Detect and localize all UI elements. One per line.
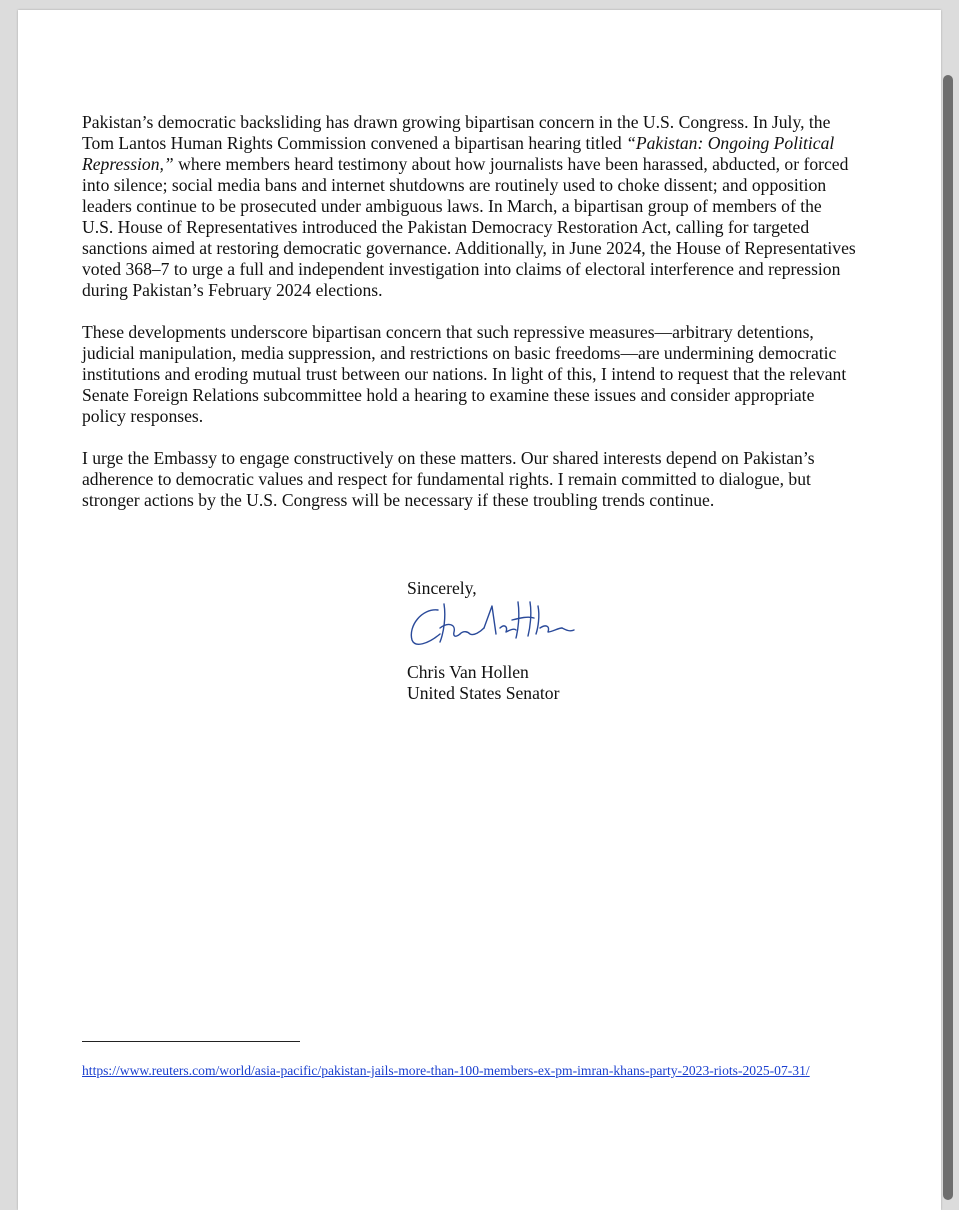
salutation: Sincerely, [407,578,477,598]
signatory-name: Chris Van Hollen [407,662,529,682]
handwritten-signature [400,598,575,653]
paragraph-3: I urge the Embassy to engage constructively on these matters. Our shared interests depend on Pakistan’s adherence to democratic values and respect for fundamental rights. I remain committed to dialogue, but stronger actions by the U.S. Congress will be necessary if these troubling trends continue. [82,448,815,510]
paragraph-1 [82,112,857,301]
letter-body [82,112,857,532]
signatory-block [407,662,559,704]
paragraph-1-intro: Pakistan’s democratic backsliding has drawn growing bipartisan concern in the U.S. Congress. In July, the Tom Lantos Human Rights Commission convened a bipartisan hearing titled [82,112,831,153]
vertical-scrollbar[interactable] [943,75,953,1200]
footnote-divider [82,1041,300,1042]
hearing-title: “Pakistan: Ongoing Political Repression,” [82,133,835,174]
footnote-link[interactable]: https://www.reuters.com/world/asia-pacific/pakistan-jails-more-than-100-members-ex-pm-imran-khans-party-2023-riots-2025-07-31/ [82,1063,810,1078]
paragraph-1-rest: where members heard testimony about how journalists have been harassed, abducted, or forced into silence; social media bans and internet shutdowns are routinely used to choke dissent; and opposition leaders continue to be prosecuted under ambiguous laws. In March, a bipartisan group of members of the U.S. House of Representatives introduced the Pakistan Democracy Restoration Act, calling for targeted sanctions aimed at restoring democratic governance. Additionally, in June 2024, the House of Representatives voted 368–7 to urge a full and independent investigation into claims of electoral interference and repression during Pakistan’s February 2024 elections. [82,154,856,300]
paragraph-2: These developments underscore bipartisan concern that such repressive measures—arbitrary detentions, judicial manipulation, media suppression, and restrictions on basic freedoms—are undermining democratic institutions and eroding mutual trust between our nations. In light of this, I intend to request that the relevant Senate Foreign Relations subcommittee hold a hearing to examine these issues and consider appropriate policy responses. [82,322,847,426]
signatory-title: United States Senator [407,683,560,703]
